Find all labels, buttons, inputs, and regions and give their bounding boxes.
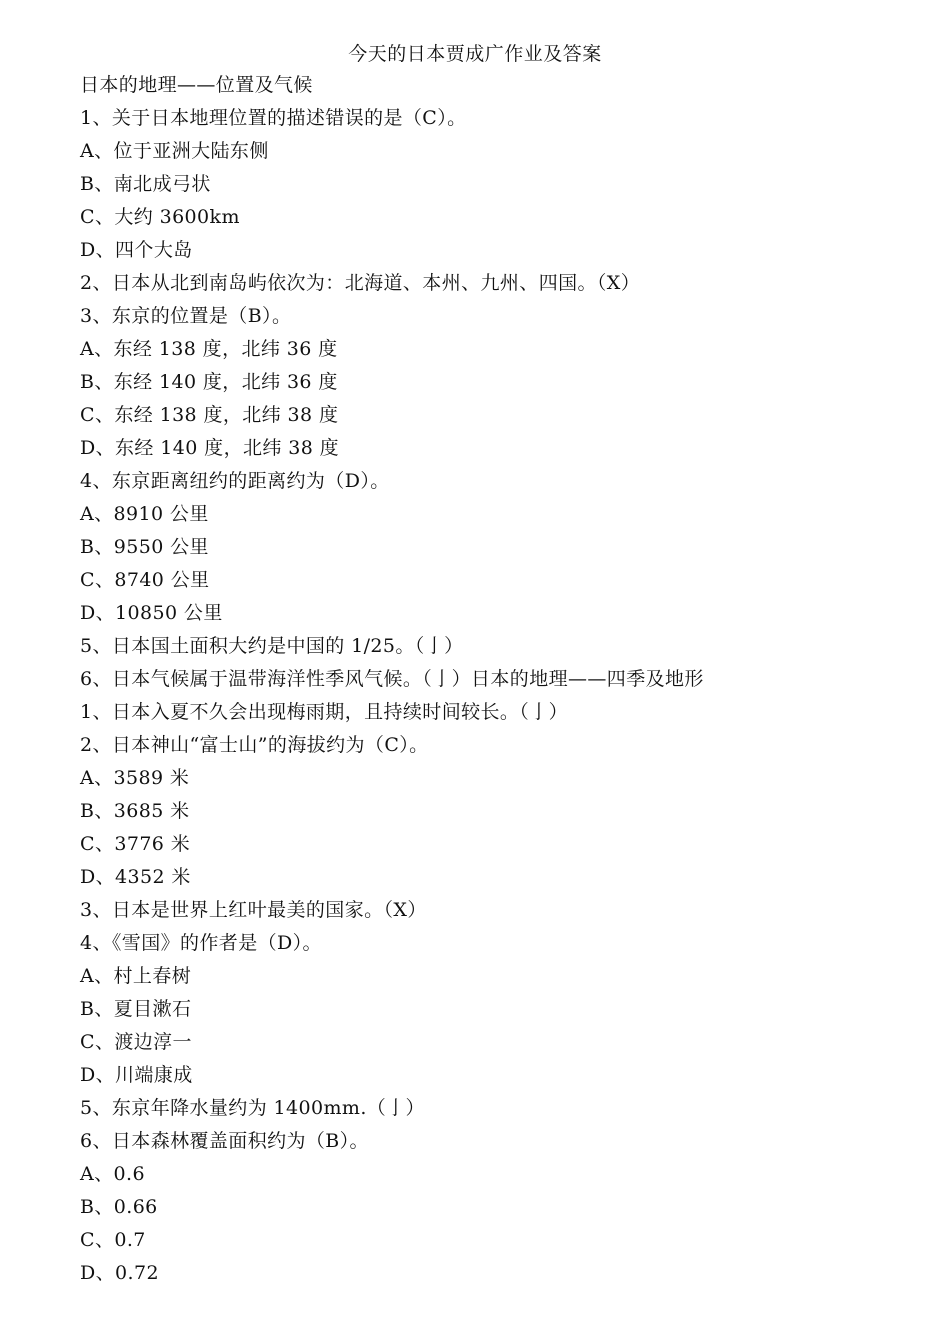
option-line: C、8740 公里 [80,569,210,591]
option-line: D、四个大岛 [80,239,193,261]
question-line: 1、关于日本地理位置的描述错误的是（C）。 [80,107,467,129]
document-body [80,69,920,1290]
option-line: A、0.6 [80,1163,145,1185]
option-line: D、4352 米 [80,866,191,888]
question-line: 5、东京年降水量约为 1400mm.（亅） [80,1097,425,1119]
option-line: D、东经 140 度，北纬 38 度 [80,437,340,459]
question-line: 3、东京的位置是（B）。 [80,305,292,327]
section-heading: 日本的地理——位置及气候 [80,74,313,96]
option-line: D、0.72 [80,1262,159,1284]
option-line: B、3685 米 [80,800,190,822]
question-line: 1、日本入夏不久会出现梅雨期，且持续时间较长。（亅） [80,701,568,723]
question-line: 6、日本气候属于温带海洋性季风气候。（亅）日本的地理——四季及地形 [80,668,704,690]
option-line: C、渡边淳一 [80,1031,192,1053]
option-line: B、0.66 [80,1196,158,1218]
option-line: B、东经 140 度，北纬 36 度 [80,371,338,393]
option-line: A、8910 公里 [80,503,209,525]
document-title: 今天的日本贾成广作业及答案 [348,43,602,65]
option-line: A、3589 米 [80,767,190,789]
question-line: 2、日本从北到南岛屿依次为：北海道、本州、九州、四国。（X） [80,272,641,294]
option-line: C、东经 138 度，北纬 38 度 [80,404,339,426]
question-line: 4、东京距离纽约的距离约为（D）。 [80,470,390,492]
question-line: 4、《雪国》的作者是（D）。 [80,932,322,954]
option-line: C、0.7 [80,1229,146,1251]
option-line: D、10850 公里 [80,602,223,624]
option-line: A、位于亚洲大陆东侧 [80,140,269,162]
option-line: A、村上春树 [80,965,192,987]
question-line: 2、日本神山“富士山”的海拔约为（C）。 [80,734,429,756]
question-line: 6、日本森林覆盖面积约为（B）。 [80,1130,369,1152]
option-line: A、东经 138 度，北纬 36 度 [80,338,338,360]
option-line: B、南北成弓状 [80,173,211,195]
question-line: 5、日本国土面积大约是中国的 1/25。（亅） [80,635,464,657]
option-line: D、川端康成 [80,1064,193,1086]
question-line: 3、日本是世界上红叶最美的国家。（X） [80,899,427,921]
option-line: B、9550 公里 [80,536,209,558]
option-line: C、大约 3600km [80,206,240,228]
option-line: B、夏目漱石 [80,998,192,1020]
option-line: C、3776 米 [80,833,191,855]
